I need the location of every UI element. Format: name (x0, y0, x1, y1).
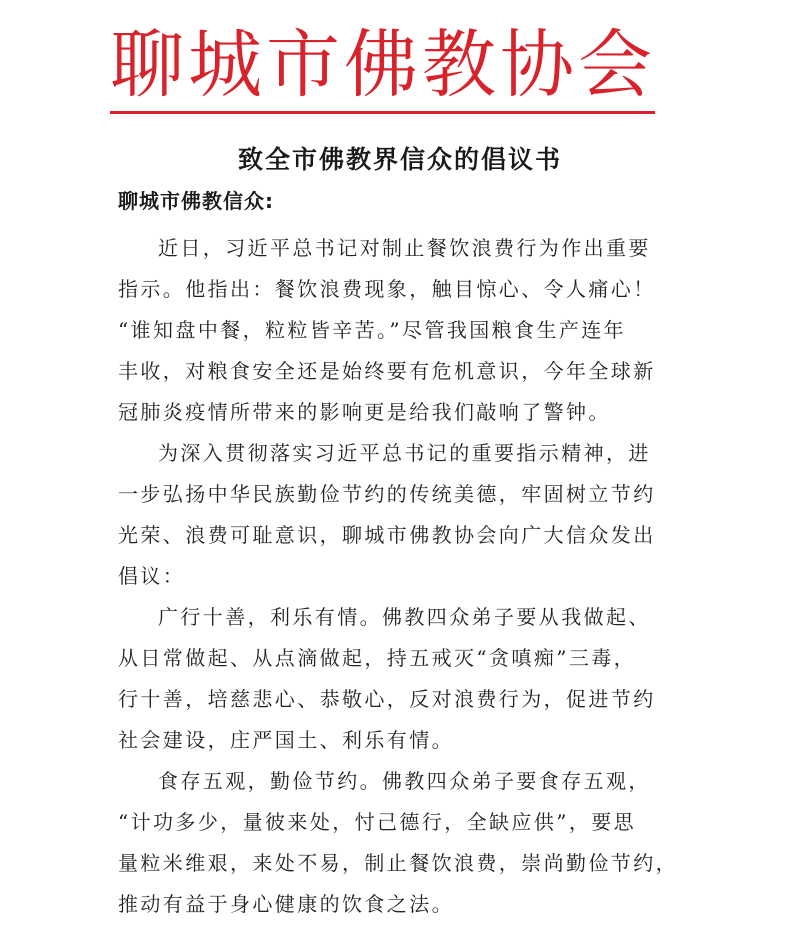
paragraph-line: 从日常做起、从点滴做起，持五戒灭“贪嗔痴”三毒， (118, 646, 637, 670)
paragraph (118, 761, 678, 925)
paragraph-line: “计功多少，量彼来处，忖己德行，全缺应供”，要思 (118, 810, 637, 834)
paragraph-line: 倡议： (118, 564, 186, 588)
paragraph-line: 指示。他指出：餐饮浪费现象，触目惊心、令人痛心！ (118, 277, 656, 301)
paragraph-line: 丰收，对粮食安全还是始终要有危机意识，今年全球新 (118, 359, 656, 383)
document-title: 致全市佛教界信众的倡议书 (237, 145, 562, 174)
letterhead-red-rule (110, 111, 655, 114)
paragraph-line: 社会建设，庄严国土、利乐有情。 (118, 728, 454, 752)
paragraph-line: 量粒米维艰，来处不易，制止餐饮浪费，崇尚勤俭节约， (118, 851, 678, 875)
paragraph-line: 推动有益于身心健康的饮食之法。 (118, 892, 454, 916)
paragraph-line: “谁知盘中餐，粒粒皆辛苦。”尽管我国粮食生产连年 (118, 318, 627, 342)
paragraph-line: 为深入贯彻落实习近平总书记的重要指示精神，进 (158, 441, 651, 465)
paragraph-line: 光荣、浪费可耻意识，聊城市佛教协会向广大信众发出 (118, 523, 656, 547)
paragraph-line: 广行十善，利乐有情。佛教四众弟子要从我做起、 (158, 605, 651, 629)
salutation: 聊城市佛教信众: (118, 189, 274, 213)
paragraph-line: 冠肺炎疫情所带来的影响更是给我们敲响了警钟。 (118, 400, 611, 424)
paragraph-line: 近日，习近平总书记对制止餐饮浪费行为作出重要 (158, 236, 651, 260)
paragraph (118, 597, 678, 761)
paragraph-line: 一步弘扬中华民族勤俭节约的传统美德，牢固树立节约 (118, 482, 656, 506)
letter-body (118, 228, 678, 925)
letterhead (110, 14, 655, 114)
paragraph-line: 食存五观，勤俭节约。佛教四众弟子要食存五观， (158, 769, 651, 793)
paragraph-line: 行十善，培慈悲心、恭敬心，反对浪费行为，促进节约 (118, 687, 656, 711)
paragraph (118, 433, 678, 597)
organization-name: 聊城市佛教协会 (110, 22, 656, 108)
paragraph (118, 228, 678, 433)
